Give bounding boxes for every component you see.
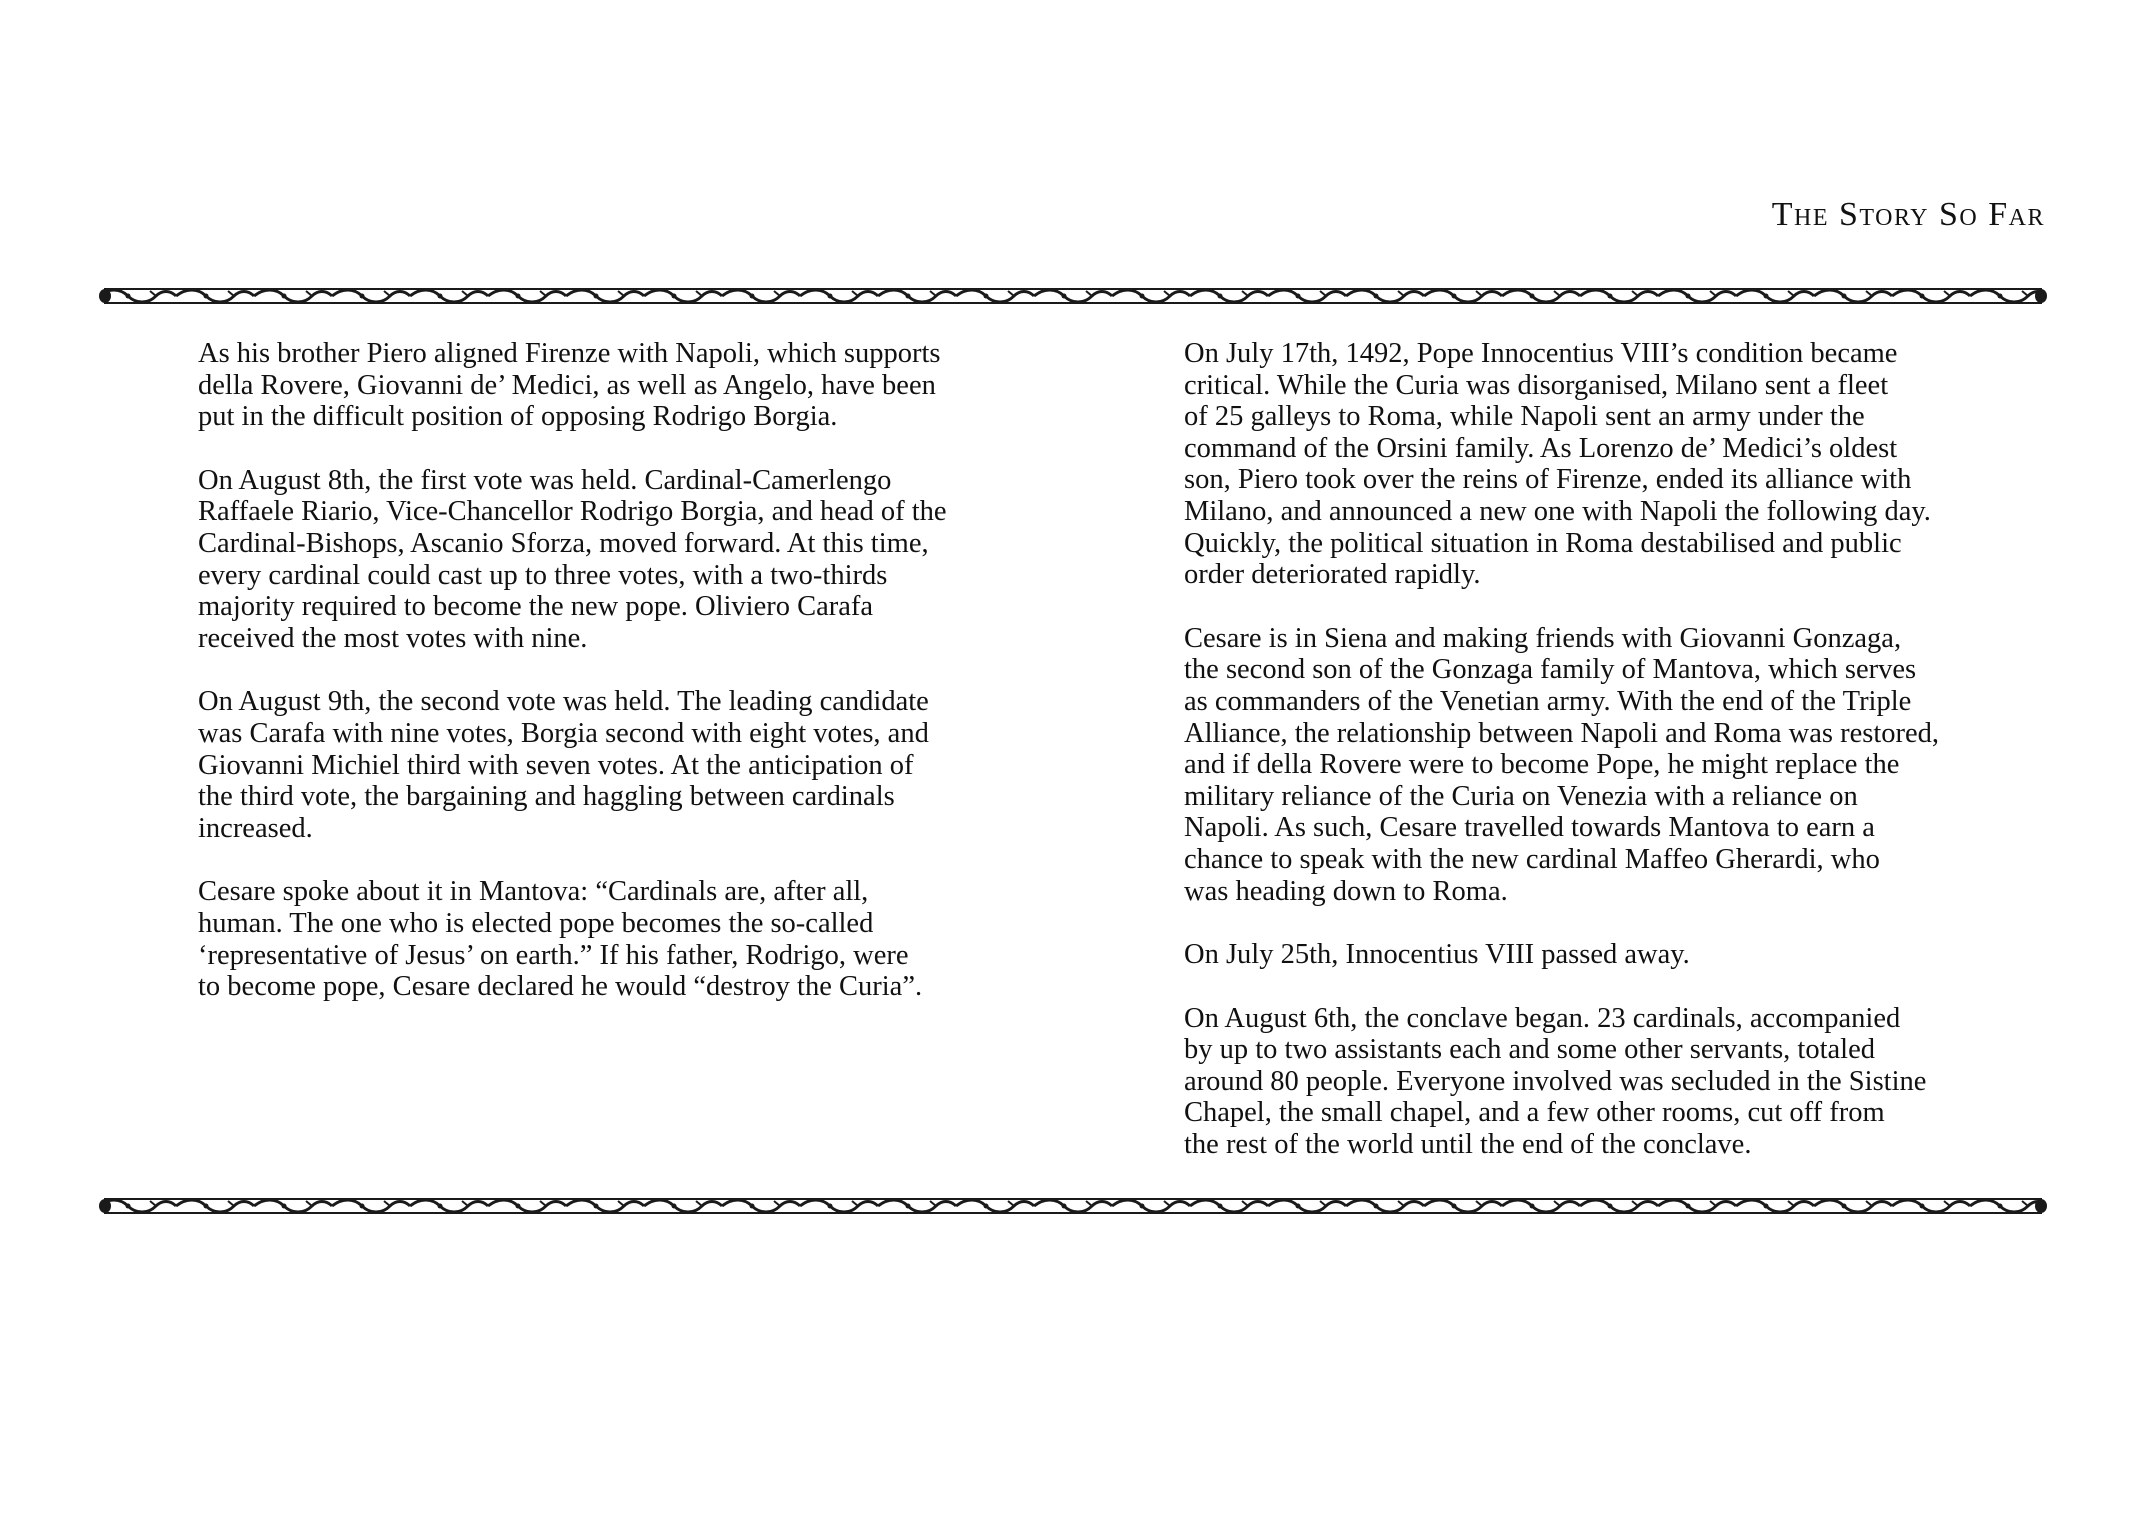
paragraph-july-25: On July 25th, Innocentius VIII passed away. xyxy=(1184,939,1690,971)
paragraph-cesare-siena: Cesare is in Siena and making friends with Giovanni Gonzaga, the second son of the Gonzaga family of Mantova, which serves as commanders of the Venetian army. With the end of the Triple Alliance, the relationship between Napoli and Roma was restored, and if della Rovere were to become Pope, he might replace the military reliance of the Curia on Venezia with a reliance on Napoli. As such, Cesare travelled towards Mantova to earn a chance to speak with the new cardinal Maffeo Gherardi, who was heading down to Roma. xyxy=(1184,622,1940,907)
ornament-rule-icon xyxy=(98,1196,2048,1216)
paragraph-first-vote: On August 8th, the first vote was held. Cardinal-Camerlengo Raffaele Riario, Vice-Chancellor Rodrigo Borgia, and head of the Cardinal-Bishops, Ascanio Sforza, moved forward. At this time, every cardinal could cast up to three votes, with a two-thirds majority required to become the new pope. Oliviero Carafa received the most votes with nine. xyxy=(198,464,947,654)
bottom-ornamental-rule xyxy=(98,1196,2048,1216)
page-title: The Story So Far xyxy=(1771,196,2045,233)
paragraph-second-vote: On August 9th, the second vote was held. The leading candidate was Carafa with nine votes, Borgia second with eight votes, and Giovanni Michiel third with seven votes. At the anticipation of the third vote, the bargaining and haggling between cardinals increased. xyxy=(198,686,929,844)
ornament-rule-icon xyxy=(98,286,2048,306)
paragraph-july-17: On July 17th, 1492, Pope Innocentius VIII’s condition became critical. While the Curia was disorganised, Milano sent a fleet of 25 galleys to Roma, while Napoli sent an army under the command of the Orsini family. As Lorenzo de’ Medici’s oldest son, Piero took over the reins of Firenze, ended its alliance with Milano, and announced a new one with Napoli the following day. Quickly, the political situation in Roma destabilised and public order deteriorated rapidly. xyxy=(1184,338,1931,591)
left-text-column xyxy=(198,338,1078,1035)
paragraph-brother-piero: As his brother Piero aligned Firenze with Napoli, which supports della Rovere, Giovanni de’ Medici, as well as Angelo, have been put in the difficult position of opposing Rodrigo Borgia. xyxy=(198,338,941,433)
paragraph-conclave-began: On August 6th, the conclave began. 23 cardinals, accompanied by up to two assistants each and some other servants, totaled around 80 people. Everyone involved was secluded in the Sistine Chapel, the small chapel, and a few other rooms, cut off from the rest of the world until the end of the conclave. xyxy=(1184,1002,1927,1161)
paragraph-cesare-mantova: Cesare spoke about it in Mantova: “Cardinals are, after all, human. The one who is elected pope becomes the so-called ‘representative of Jesus’ on earth.” If his father, Rodrigo, were to become pope, Cesare declared he would “destroy the Curia”. xyxy=(198,876,923,1003)
right-text-column xyxy=(1184,338,2054,1193)
top-ornamental-rule xyxy=(98,286,2048,306)
